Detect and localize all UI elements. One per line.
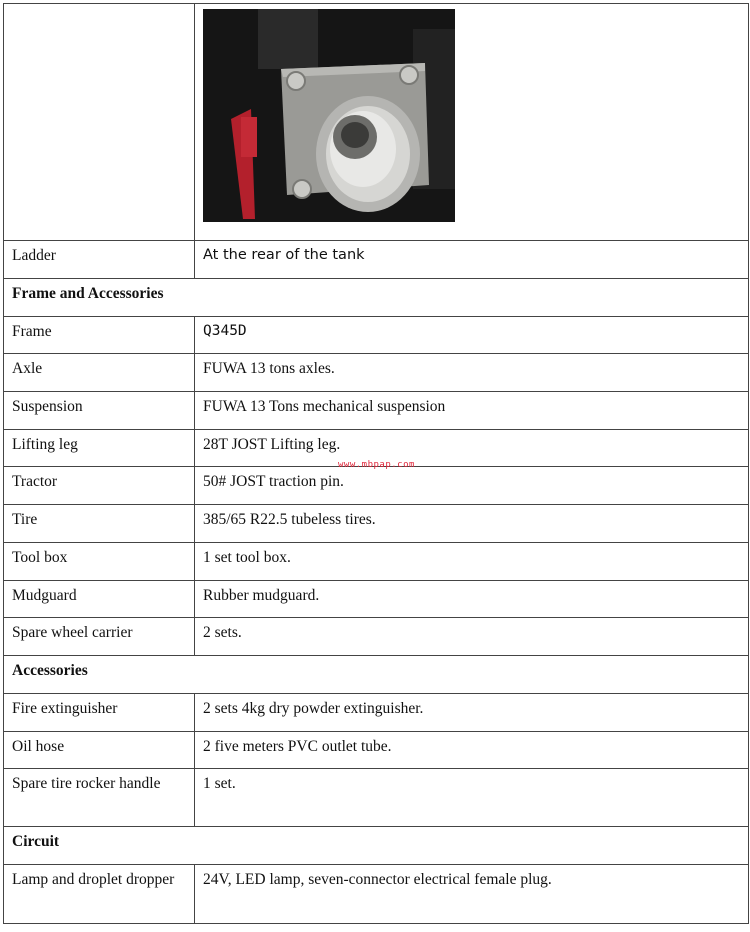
table-row: [4, 769, 749, 827]
table-row: [4, 618, 749, 656]
row-label: Oil hose: [4, 732, 195, 769]
table-row: [4, 392, 749, 430]
table-row: [4, 241, 749, 279]
table-row: [4, 354, 749, 392]
table-row: [4, 317, 749, 354]
row-value: FUWA 13 Tons mechanical suspension: [195, 392, 749, 430]
row-label: Spare wheel carrier: [4, 618, 195, 656]
row-label: Lifting leg: [4, 430, 195, 467]
row-value: FUWA 13 tons axles.: [195, 354, 749, 392]
row-value: 1 set.: [195, 769, 749, 827]
row-label: Fire extinguisher: [4, 694, 195, 732]
row-label: Tire: [4, 505, 195, 543]
row-value: 24V, LED lamp, seven-connector electrical female plug.: [195, 865, 749, 924]
section-row: [4, 827, 749, 865]
row-label: Tool box: [4, 543, 195, 581]
photo-cell: [195, 4, 749, 241]
row-label: Frame: [4, 317, 195, 354]
row-label: Axle: [4, 354, 195, 392]
row-value: 1 set tool box.: [195, 543, 749, 581]
row-value: 2 five meters PVC outlet tube.: [195, 732, 749, 769]
row-value: 28T JOST Lifting leg.: [195, 430, 749, 467]
empty-label-cell: [4, 4, 195, 241]
row-label: Ladder: [4, 241, 195, 279]
row-label: Mudguard: [4, 581, 195, 618]
row-label: Lamp and droplet dropper: [4, 865, 195, 924]
table-row: [4, 694, 749, 732]
section-header: Accessories: [4, 656, 749, 694]
table-row: [4, 467, 749, 505]
row-value: At the rear of the tank: [195, 241, 749, 279]
row-value: Rubber mudguard.: [195, 581, 749, 618]
row-value: 2 sets.: [195, 618, 749, 656]
table-row: [4, 581, 749, 618]
table-row: [4, 865, 749, 924]
section-row: [4, 279, 749, 317]
section-header: Circuit: [4, 827, 749, 865]
row-label: Spare tire rocker handle: [4, 769, 195, 827]
table-row: [4, 543, 749, 581]
watermark-text: www.mbpap.com: [338, 460, 415, 470]
row-value: 2 sets 4kg dry powder extinguisher.: [195, 694, 749, 732]
section-header: Frame and Accessories: [4, 279, 749, 317]
table-row: [4, 505, 749, 543]
row-value: Q345D: [195, 317, 749, 354]
valve-photo: [203, 9, 455, 222]
section-row: [4, 656, 749, 694]
table-row: [4, 732, 749, 769]
row-value: 385/65 R22.5 tubeless tires.: [195, 505, 749, 543]
row-label: Tractor: [4, 467, 195, 505]
row-label: Suspension: [4, 392, 195, 430]
table-row-photo: [4, 4, 749, 241]
row-value: 50# JOST traction pin.: [195, 467, 749, 505]
